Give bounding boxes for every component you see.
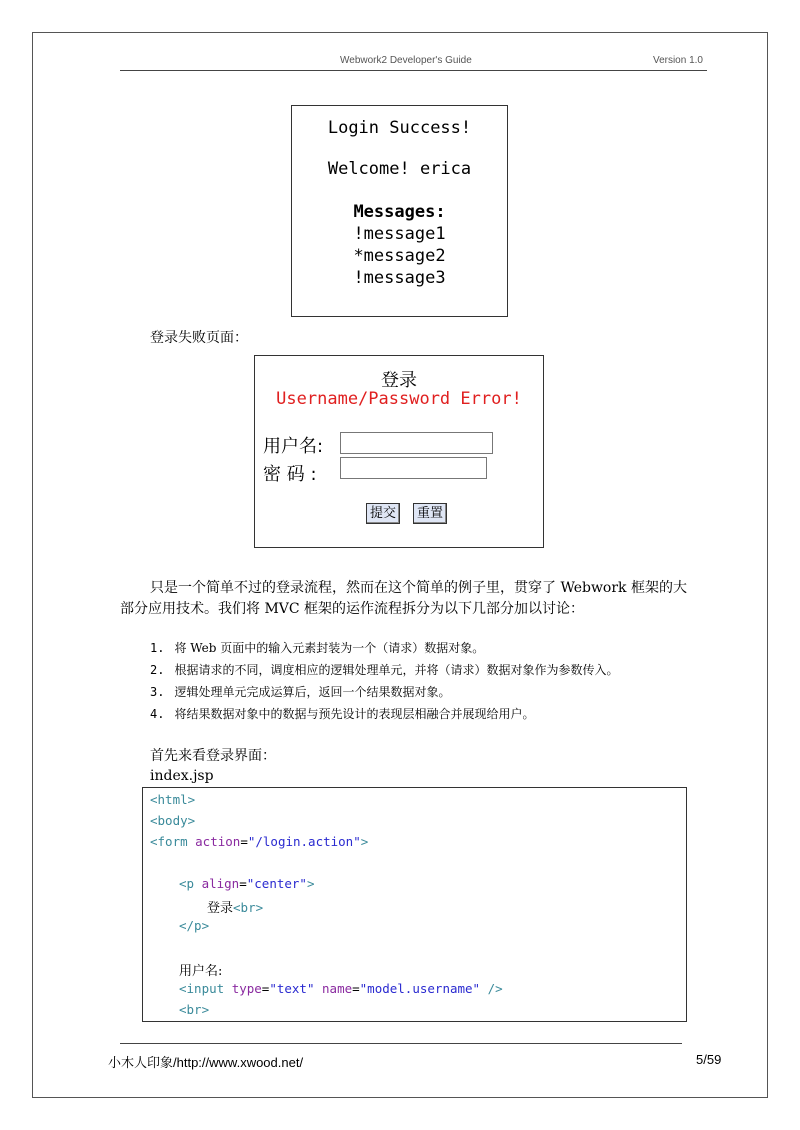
fail-caption: 登录失败页面： bbox=[150, 330, 248, 346]
intro-line-1: 只是一个简单不过的登录流程，然而在这个简单的例子里，贯穿了 Webwork 框架的大 bbox=[150, 580, 687, 596]
code-tag: /> bbox=[480, 981, 503, 996]
code-attr: align bbox=[201, 876, 240, 891]
code-line bbox=[207, 897, 263, 916]
login-fail-screenshot bbox=[254, 355, 544, 548]
code-eq: = bbox=[261, 981, 270, 996]
code-line bbox=[179, 960, 222, 979]
welcome-text: Welcome! erica bbox=[327, 159, 472, 179]
code-line bbox=[179, 876, 315, 891]
code-line bbox=[150, 792, 195, 807]
code-attr: type bbox=[231, 981, 262, 996]
fail-error: Username/Password Error! bbox=[276, 389, 522, 409]
code-eq: = bbox=[352, 981, 360, 996]
code-line bbox=[179, 981, 503, 996]
message-item: *message2 bbox=[353, 246, 446, 266]
code-value: "model.username" bbox=[359, 981, 481, 996]
username-label: 用户名: bbox=[263, 436, 324, 457]
login-caption: 首先来看登录界面： bbox=[150, 748, 276, 764]
password-input[interactable] bbox=[340, 457, 487, 479]
list-number: 4. bbox=[150, 707, 165, 721]
code-attr: name bbox=[322, 981, 353, 996]
list-text: 逻辑处理单元完成运算后，返回一个结果数据对象。 bbox=[174, 685, 451, 699]
login-success-screenshot bbox=[291, 105, 508, 317]
code-text: 登录 bbox=[207, 901, 234, 916]
message-item: !message3 bbox=[353, 268, 446, 288]
code-eq: = bbox=[240, 834, 248, 849]
footer-divider bbox=[120, 1043, 682, 1044]
page-number: 5/59 bbox=[696, 1052, 722, 1067]
code-tag: </p> bbox=[179, 918, 210, 933]
code-line bbox=[150, 834, 368, 849]
code-tag: <input bbox=[179, 981, 232, 996]
list-text: 将结果数据对象中的数据与预先设计的表现层相融合并展现给用户。 bbox=[174, 707, 535, 721]
message-item: !message1 bbox=[353, 224, 446, 244]
code-value: "text" bbox=[269, 981, 315, 996]
code-text: 用户名: bbox=[179, 964, 223, 979]
code-line bbox=[179, 918, 209, 933]
intro-line-2: 部分应用技术。我们将 MVC 框架的运作流程拆分为以下几部分加以讨论： bbox=[120, 601, 585, 617]
reset-button[interactable]: 重置 bbox=[413, 503, 447, 524]
list-item bbox=[150, 682, 450, 702]
footer-site: 小木人印象/http://www.xwood.net/ bbox=[108, 1055, 304, 1070]
code-line bbox=[179, 1002, 209, 1017]
code-value: "center" bbox=[246, 876, 307, 891]
password-label: 密 码 : bbox=[263, 464, 317, 485]
list-text: 将 Web 页面中的输入元素封装为一个（请求）数据对象。 bbox=[174, 641, 485, 655]
list-number: 2. bbox=[150, 663, 165, 677]
code-tag: <form bbox=[150, 834, 196, 849]
code-tag: <br> bbox=[179, 1002, 210, 1017]
username-input[interactable] bbox=[340, 432, 493, 454]
code-attr: action bbox=[195, 834, 241, 849]
code-tag: <body> bbox=[150, 813, 196, 828]
list-item bbox=[150, 638, 484, 658]
success-title: Login Success! bbox=[327, 118, 472, 138]
code-line bbox=[150, 813, 195, 828]
file-name: index.jsp bbox=[150, 768, 214, 784]
list-number: 1. bbox=[150, 641, 165, 655]
code-tag: > bbox=[360, 834, 369, 849]
code-tag: <br> bbox=[233, 900, 264, 915]
header-title: Webwork2 Developer's Guide bbox=[340, 55, 472, 66]
code-tag: <html> bbox=[150, 792, 196, 807]
code-tag: <p bbox=[179, 876, 202, 891]
page-header bbox=[120, 55, 707, 71]
submit-button[interactable]: 提交 bbox=[366, 503, 400, 524]
code-eq: = bbox=[239, 876, 247, 891]
fail-title: 登录 bbox=[381, 370, 417, 391]
list-number: 3. bbox=[150, 685, 165, 699]
code-block bbox=[142, 787, 687, 1022]
list-text: 根据请求的不同，调度相应的逻辑处理单元，并将（请求）数据对象作为参数传入。 bbox=[174, 663, 619, 677]
list-item bbox=[150, 660, 618, 680]
code-tag: > bbox=[306, 876, 315, 891]
header-version: Version 1.0 bbox=[652, 55, 703, 66]
code-value: "/login.action" bbox=[247, 834, 361, 849]
list-item bbox=[150, 704, 534, 724]
messages-heading: Messages: bbox=[353, 202, 446, 222]
